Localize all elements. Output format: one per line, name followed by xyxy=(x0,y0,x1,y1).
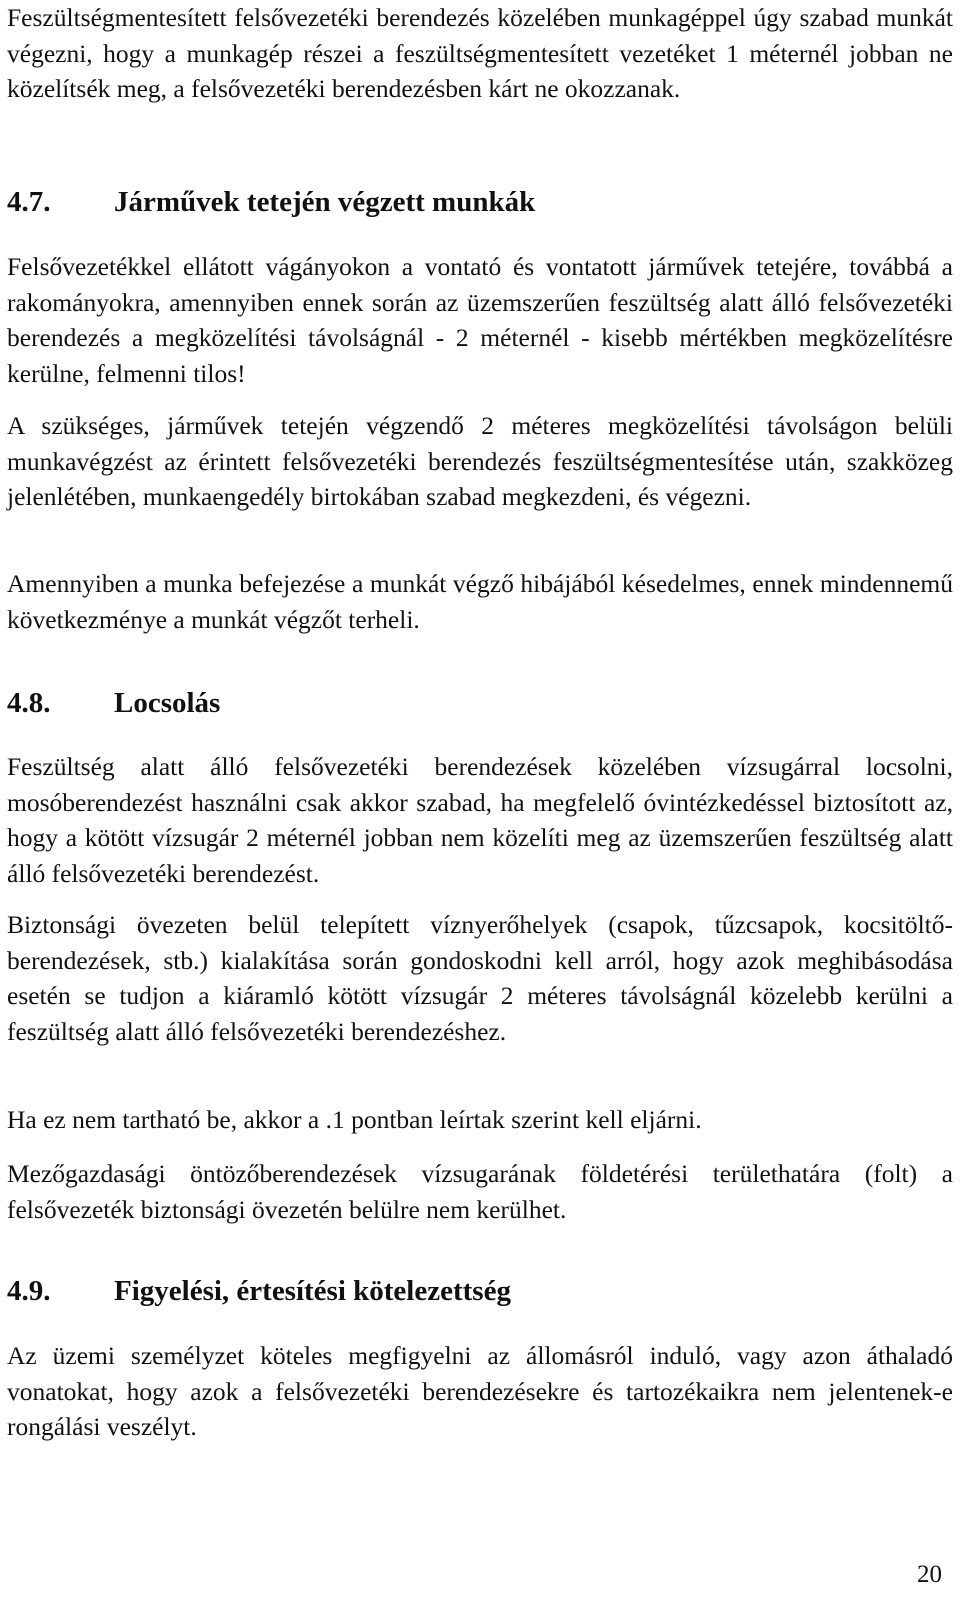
page-number: 20 xyxy=(917,1561,942,1588)
section-number: 4.9. xyxy=(7,1275,51,1307)
section-title: Figyelési, értesítési kötelezettség xyxy=(114,1275,511,1307)
section-4-7-paragraph-1: Felsővezetékkel ellátott vágányokon a vontató és vontatott járművek tetejére, továbbá a rakományokra, amennyiben ennek során az üzemszerűen feszültség alatt álló felsővezetéki berendezés a megközelítési távolságnál - 2 méternél - kisebb mértékben megközelítésre kerülne, felmenni tilos! xyxy=(7,252,953,388)
section-4-8-paragraph-3: Ha ez nem tartható be, akkor a .1 pontban leírtak szerint kell eljárni. xyxy=(7,1105,702,1134)
section-title: Járművek tetején végzett munkák xyxy=(114,186,536,218)
section-4-9-paragraph-1: Az üzemi személyzet köteles megfigyelni az állomásról induló, vagy azon áthaladó vonatokat, hogy azok a felsővezetéki berendezésekre és tartozékaikra nem jelentenek-e rongálási veszélyt. xyxy=(7,1341,953,1442)
section-4-8-paragraph-2: Biztonsági övezeten belül telepített víznyerőhelyek (csapok, tűzcsapok, kocsitöltő-berendezések, stb.) kialakítása során gondoskodni kell arról, hogy azok meghibásodása esetén se tudjon a kiáramló kötött vízsugár 2 méteres távolságnál közelebb kerülni a feszültség alatt álló felsővezetéki berendezéshez. xyxy=(7,910,953,1046)
section-4-7-paragraph-2: A szükséges, járművek tetején végzendő 2 méteres megközelítési távolságon belüli munkavégzést az érintett felsővezetéki berendezés feszültségmentesítése után, szakközeg jelenlétében, munkaengedély birtokában szabad megkezdeni, és végezni. xyxy=(7,411,953,512)
section-number: 4.8. xyxy=(7,687,51,719)
section-heading-4-9 xyxy=(7,1271,511,1311)
section-heading-4-7 xyxy=(7,182,535,222)
intro-paragraph: Feszültségmentesített felsővezetéki berendezés közelében munkagéppel úgy szabad munkát végezni, hogy a munkagép részei a feszültségmentesített vezetéket 1 méternél jobban ne közelítsék meg, a felsővezetéki berendezésben kárt ne okozzanak. xyxy=(7,3,953,104)
section-heading-4-8 xyxy=(7,683,220,723)
section-4-8-paragraph-4: Mezőgazdasági öntözőberendezések vízsugarának földetérési területhatára (folt) a felsővezeték biztonsági övezetén belülre nem kerülhet. xyxy=(7,1159,953,1224)
section-4-8-paragraph-1: Feszültség alatt álló felsővezetéki berendezések közelében vízsugárral locsolni, mosóberendezést használni csak akkor szabad, ha megfelelő óvintézkedéssel biztosított az, hogy a kötött vízsugár 2 méternél jobban nem közelíti meg az üzemszerűen feszültség alatt álló felsővezetéki berendezést. xyxy=(7,752,953,888)
section-number: 4.7. xyxy=(7,186,51,218)
section-title: Locsolás xyxy=(114,687,221,719)
section-4-7-paragraph-3: Amennyiben a munka befejezése a munkát végző hibájából késedelmes, ennek mindennemű következménye a munkát végzőt terheli. xyxy=(7,569,953,634)
